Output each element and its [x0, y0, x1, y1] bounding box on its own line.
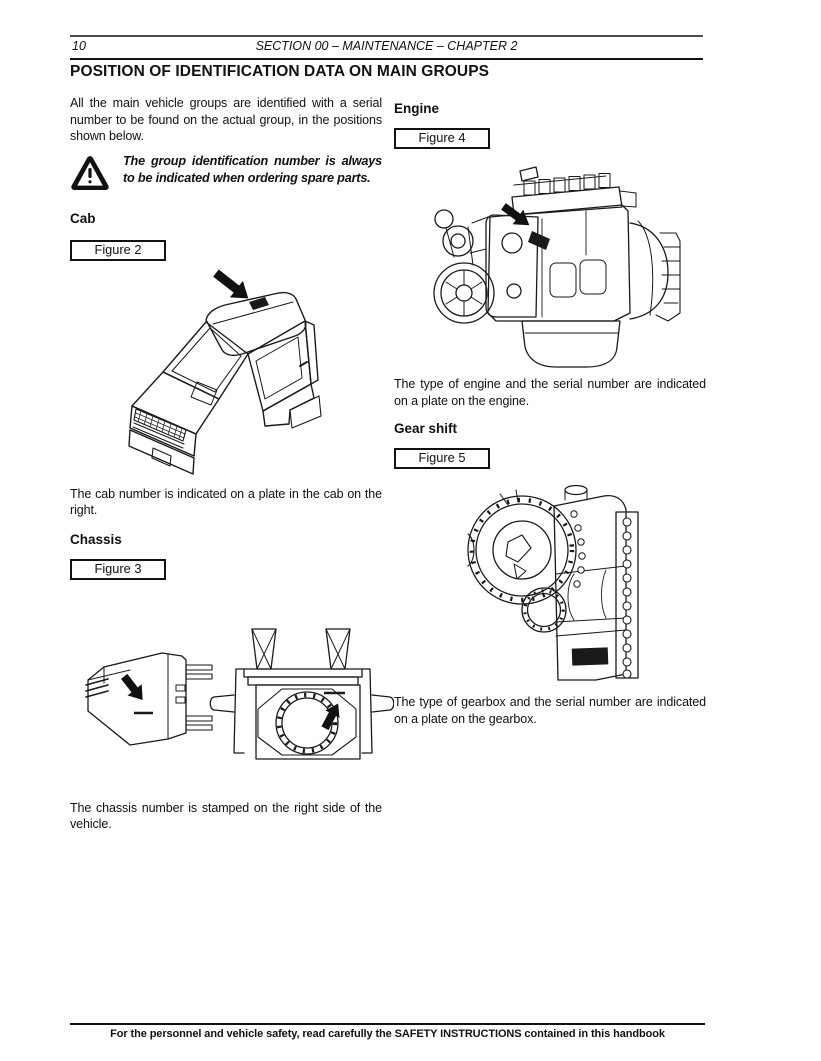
left-column	[70, 95, 382, 833]
engine-illustration	[424, 163, 704, 373]
cab-caption: The cab number is indicated on a plate in the cab on the right.	[70, 486, 382, 517]
section-heading-engine: Engine	[394, 101, 440, 116]
warning-triangle-icon	[70, 155, 110, 191]
gearbox-caption: The type of gearbox and the serial number are indicated on a plate on the gearbox.	[394, 695, 706, 726]
engine-caption: The type of engine and the serial number are indicated on a plate on the engine.	[394, 377, 706, 408]
figure-2-label: Figure 2	[94, 241, 142, 257]
figure-2-label-box	[70, 240, 166, 261]
chassis-caption: The chassis number is stamped on the right side of the vehicle.	[70, 800, 382, 831]
header-bottom-rule	[70, 58, 703, 60]
figure-4-label-box	[394, 128, 490, 149]
intro-paragraph: All the main vehicle groups are identified with a serial number to be found on the actual group, in the positions shown below.	[70, 96, 382, 143]
figure-5-label-box	[394, 448, 490, 469]
header-top-rule	[70, 35, 703, 37]
warning-text: The group identification number is always to be indicated when ordering spare parts.	[123, 153, 382, 185]
warning-note	[70, 153, 382, 191]
header-section-title: SECTION 00 – MAINTENANCE – CHAPTER 2	[255, 39, 518, 53]
page-title: POSITION OF IDENTIFICATION DATA ON MAIN GROUPS	[70, 63, 490, 80]
footer-rule	[70, 1023, 705, 1025]
section-heading-chassis: Chassis	[70, 531, 122, 547]
figure-5-label: Figure 5	[418, 450, 466, 466]
section-heading-cab: Cab	[70, 210, 96, 226]
section-heading-gear-shift: Gear shift	[394, 421, 458, 436]
page-header	[70, 39, 703, 56]
page-number: 10	[72, 39, 86, 53]
right-column	[394, 95, 706, 727]
figure-3-label: Figure 3	[94, 560, 142, 576]
chassis-illustration	[74, 623, 394, 763]
figure-4-label: Figure 4	[418, 130, 466, 146]
footer-safety-notice: For the personnel and vehicle safety, read carefully the SAFETY INSTRUCTIONS contained in this handbook	[110, 1028, 665, 1040]
gearbox-illustration	[456, 478, 686, 688]
cab-illustration	[100, 268, 380, 483]
figure-3-label-box	[70, 559, 166, 580]
